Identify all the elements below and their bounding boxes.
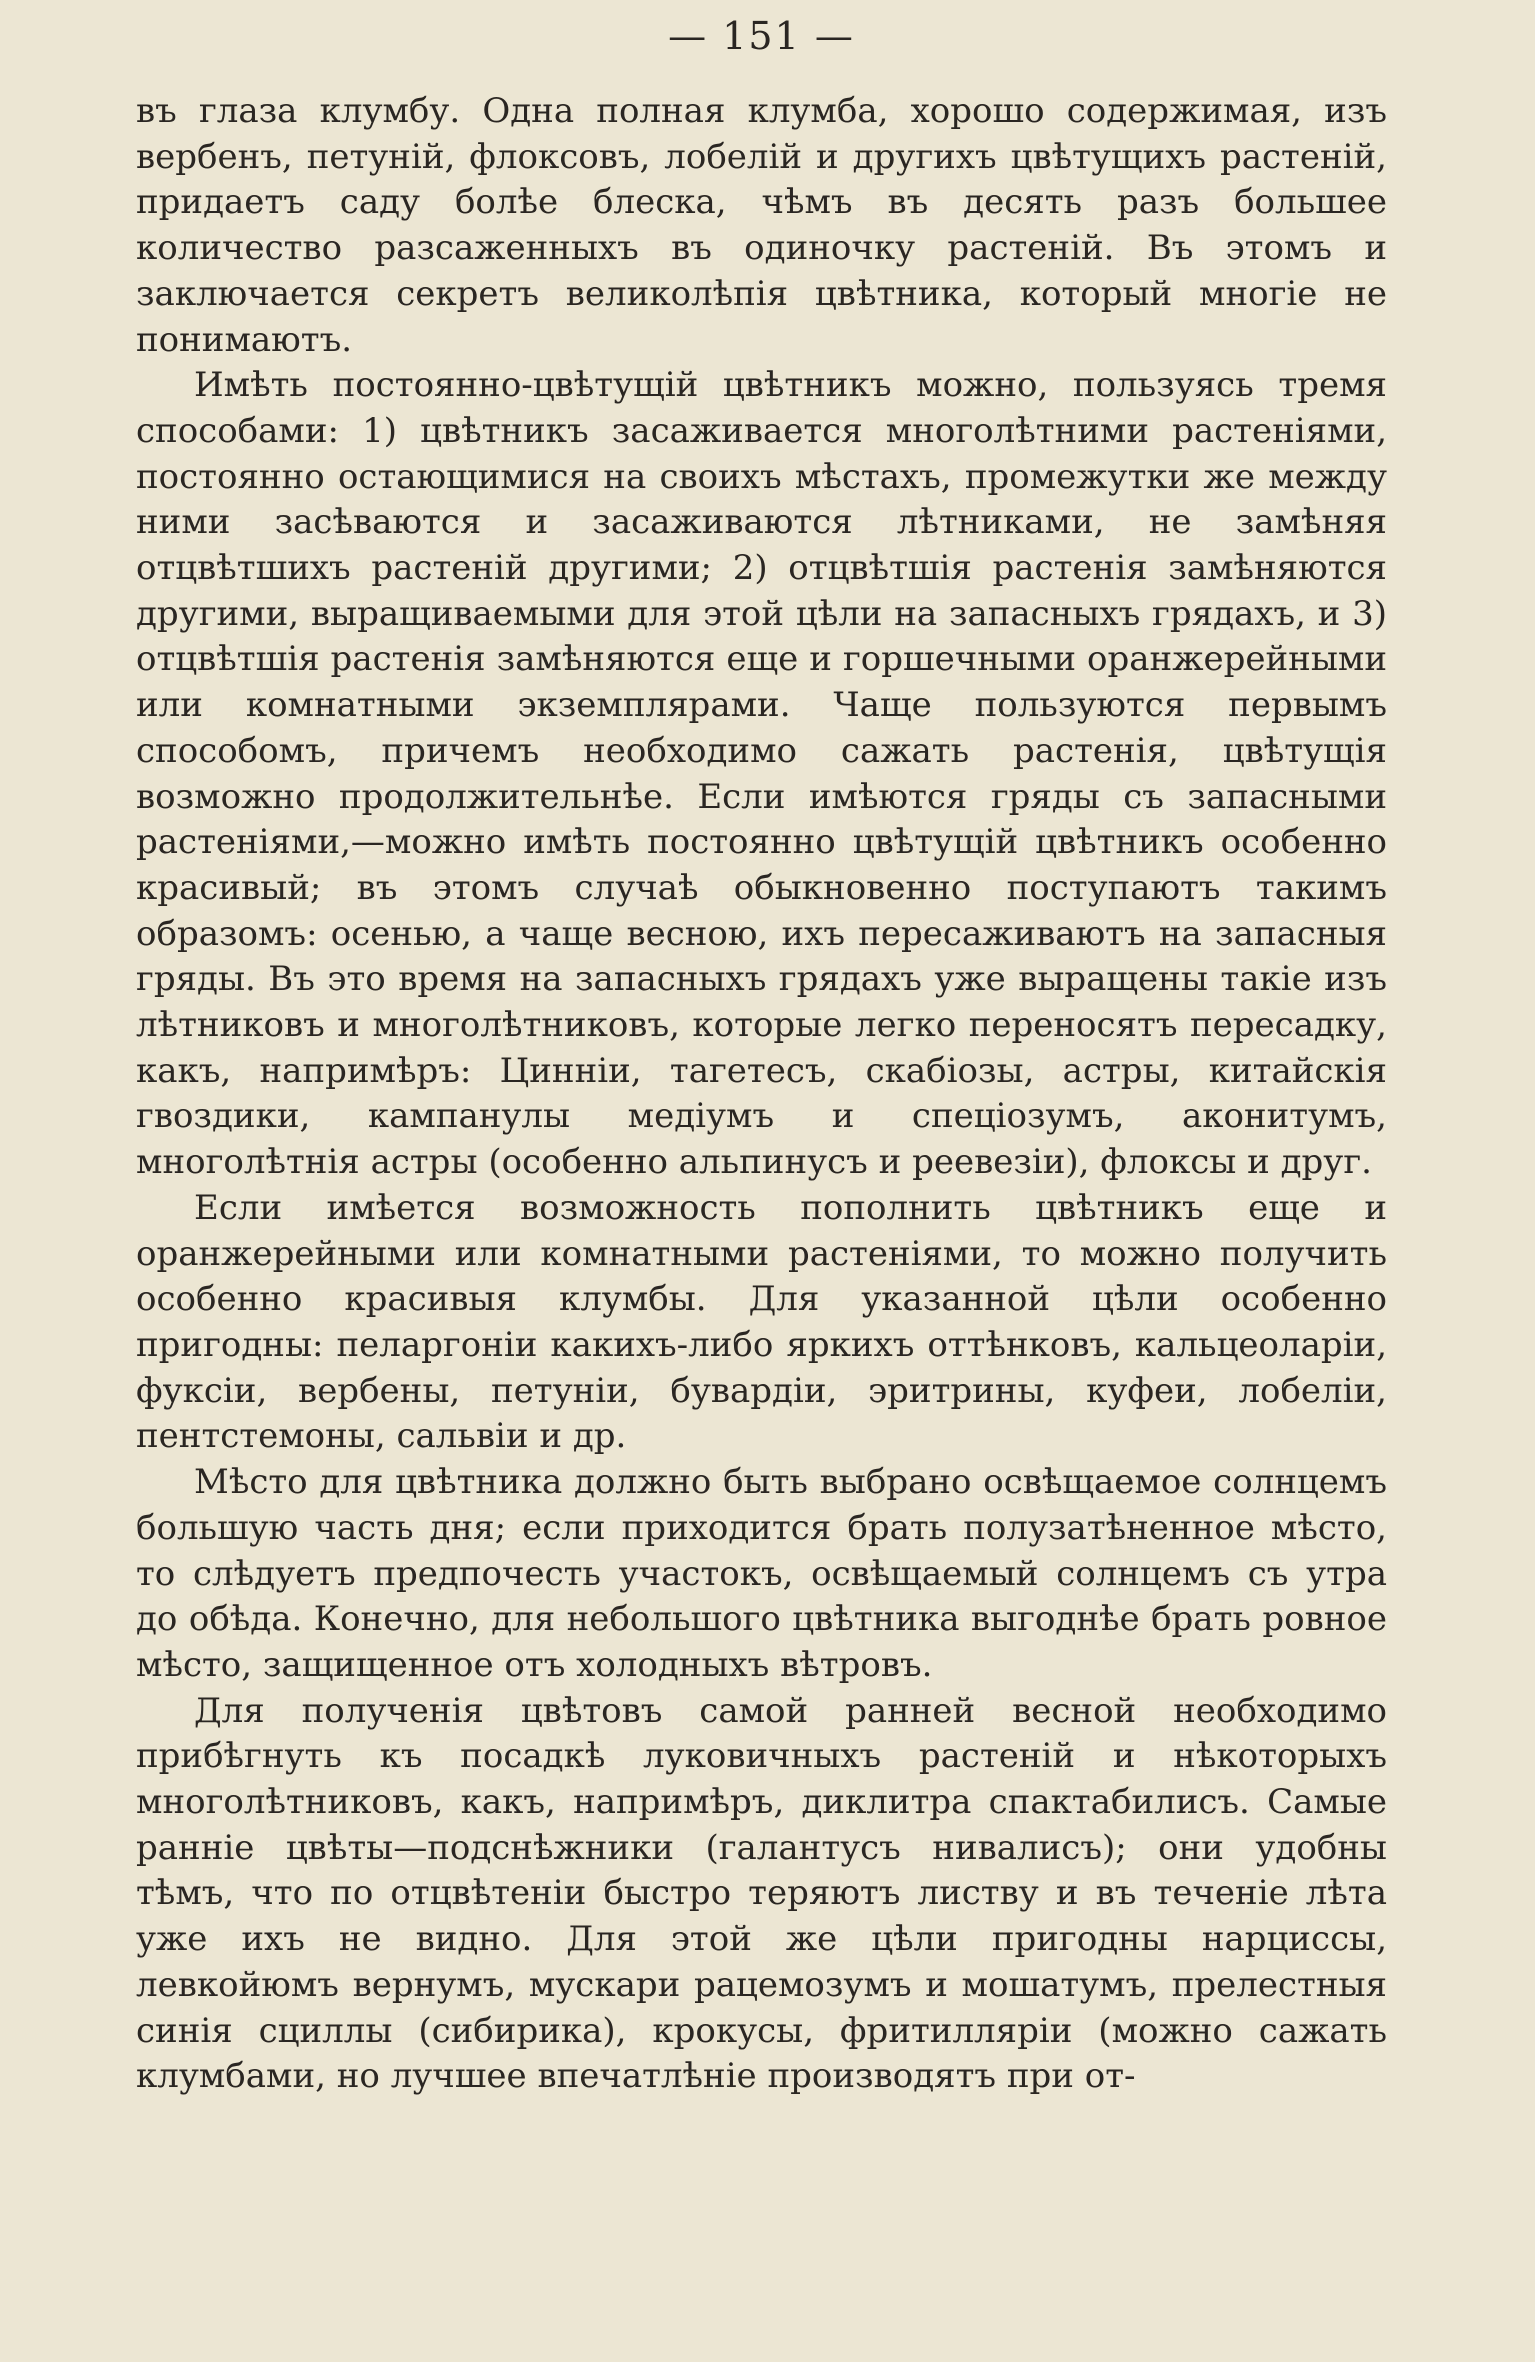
page-body xyxy=(136,89,1387,2100)
paragraph: Для полученія цвѣтовъ самой ранней весной необходимо прибѣгнуть къ посадкѣ луковичныхъ растеній и нѣкоторыхъ многолѣтниковъ, какъ, напримѣръ, диклитра спактабилисъ. Самые ранніе цвѣты—подснѣжники (галантусъ нивалисъ); они удобны тѣмъ, что по отцвѣтеніи быстро теряютъ листву и въ теченіе лѣта уже ихъ не видно. Для этой же цѣли пригодны нарциссы, левкойюмъ вернумъ, мускари рацемозумъ и мошатумъ, прелестныя синія сциллы (сибирика), крокусы, фритилляріи (можно сажать клумбами, но лучшее впечатлѣніе производятъ при от- xyxy=(136,1690,1387,2097)
paragraph: Имѣть постоянно-цвѣтущій цвѣтникъ можно, пользуясь тремя способами: 1) цвѣтникъ засаживается многолѣтними растеніями, постоянно остающимися на своихъ мѣстахъ, промежутки же между ними засѣваются и засаживаются лѣтниками, не замѣняя отцвѣтшихъ растеній другими; 2) отцвѣтшія растенія замѣняются другими, выращиваемыми для этой цѣли на запасныхъ грядахъ, и 3) отцвѣтшія растенія замѣняются еще и горшечными оранжерейными или комнатными экземплярами. Чаще пользуются первымъ способомъ, причемъ необходимо сажать растенія, цвѣтущія возможно продолжительнѣе. Если имѣются гряды съ запасными растеніями,—можно имѣть постоянно цвѣтущій цвѣтникъ особенно красивый; въ этомъ случаѣ обыкновенно поступаютъ такимъ образомъ: осенью, а чаще весною, ихъ пересаживаютъ на запасныя гряды. Въ это время на запасныхъ грядахъ уже выращены такіе изъ лѣтниковъ и многолѣтниковъ, которые легко переносятъ пересадку, какъ, напримѣръ: Цинніи, тагетесъ, скабіозы, астры, китайскія гвоздики, кампанулы медіумъ и спеціозумъ, аконитумъ, многолѣтнія астры (особенно альпинусъ и реевезіи), флоксы и друг. xyxy=(136,365,1387,1183)
paragraph: Мѣсто для цвѣтника должно быть выбрано освѣщаемое солнцемъ большую часть дня; если приходится брать полузатѣненное мѣсто, то слѣдуетъ предпочесть участокъ, освѣщаемый солнцемъ съ утра до обѣда. Конечно, для небольшого цвѣтника выгоднѣе брать ровное мѣсто, защищенное отъ холодныхъ вѣтровъ. xyxy=(136,1462,1387,1685)
paragraph-continuation: въ глаза клумбу. Одна полная клумба, хорошо содержимая, изъ вербенъ, петуній, флоксовъ, лобелій и другихъ цвѣтущихъ растеній, придаетъ саду болѣе блеска, чѣмъ въ десять разъ большее количество разсаженныхъ въ одиночку растеній. Въ этомъ и заключается секретъ великолѣпія цвѣтника, который многіе не понимаютъ. xyxy=(136,91,1387,360)
page-number: — 151 — xyxy=(668,14,855,58)
paragraph: Если имѣется возможность пополнить цвѣтникъ еще и оранжерейными или комнатными растеніями, то можно получить особенно красивыя клумбы. Для указанной цѣли особенно пригодны: пеларгоніи какихъ-либо яркихъ оттѣнковъ, кальцеоларіи, фуксіи, вербены, петуніи, бувардіи, эритрины, куфеи, лобеліи, пентстемоны, сальвіи и др. xyxy=(136,1187,1387,1457)
